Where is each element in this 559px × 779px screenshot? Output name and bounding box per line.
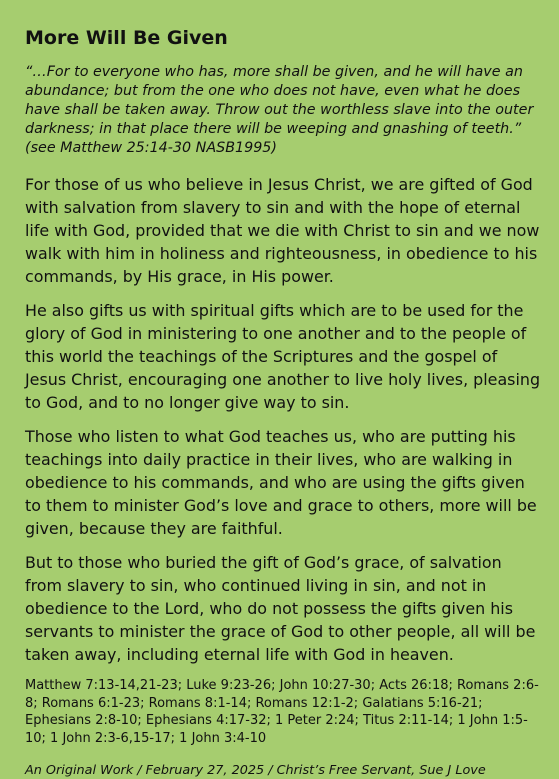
paragraph-4: But to those who buried the gift of God’s grace, of salvation from slavery to sin, who continued living in sin, and not in obedience to the Lord, who do not possess the gifts given his servants to minister the grace of God to other people, all will be taken away, including eternal life with God in heaven.	[25, 553, 536, 664]
page-title: More Will Be Given	[25, 27, 228, 49]
paragraph-2: He also gifts us with spiritual gifts which are to be used for the glory of God in ministering to one another and to the people of this world the teachings of the Scriptures and the gospel of Jesus Christ, encouraging one another to live holy lives, pleasing to God, and to no longer give way to sin.	[25, 301, 541, 412]
paragraph-3: Those who listen to what God teaches us, who are putting his teachings into daily practice in their lives, who are walking in obedience to his commands, and who are using the gifts given to them to minister God’s love and grace to others, more will be given, because they are faithful.	[25, 427, 537, 538]
scripture-quote: “…For to everyone who has, more shall be given, and he will have an abundance; but from the one who does not have, even what he does have shall be taken away. Throw out the worthless slave into the outer darkness; in that place there will be weeping and gnashing of teeth.” (see Matthew 25:14-30 NASB1995)	[25, 64, 534, 156]
paragraph-1: For those of us who believe in Jesus Christ, we are gifted of God with salvation from slavery to sin and with the hope of eternal life with God, provided that we die with Christ to sin and we now walk with him in holiness and righteousness, in obedience to his commands, by His grace, in His power.	[25, 175, 540, 286]
scripture-references: Matthew 7:13-14,21-23; Luke 9:23-26; John 10:27-30; Acts 26:18; Romans 2:6-8; Romans 6:1-23; Romans 8:1-14; Romans 12:1-2; Galatians 5:16-21; Ephesians 2:8-10; Ephesians 4:17-32; 1 Peter 2:24; Titus 2:11-14; 1 John 1:5-10; 1 John 2:3-6,15-17; 1 John 3:4-10	[25, 678, 539, 746]
attribution-footer: An Original Work / February 27, 2025 / Christ’s Free Servant, Sue J Love	[25, 763, 486, 778]
